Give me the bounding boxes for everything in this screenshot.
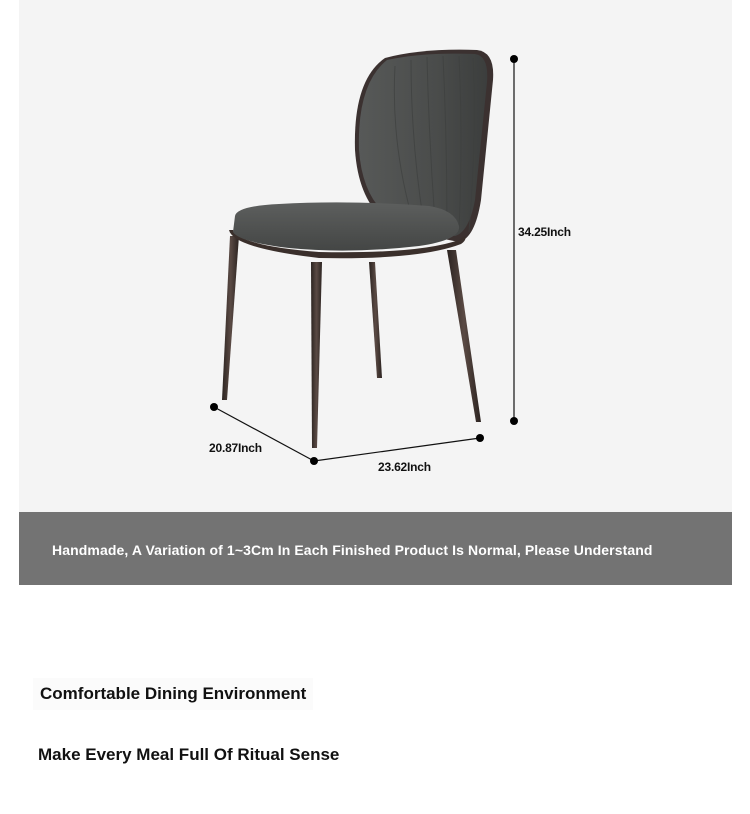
- dimension-dot: [310, 457, 318, 465]
- depth-dimension-label: 20.87Inch: [209, 441, 262, 455]
- chair-back-left-leg: [369, 262, 382, 378]
- dimension-dot: [510, 55, 518, 63]
- chair-back-right-leg: [447, 250, 481, 422]
- width-dimension-label: 23.62Inch: [378, 460, 431, 474]
- dining-chair-illustration: [19, 0, 732, 512]
- tagline-ritual-sense: Make Every Meal Full Of Ritual Sense: [38, 745, 340, 764]
- dimension-dot: [476, 434, 484, 442]
- chair-front-left-leg: [222, 236, 239, 400]
- notice-text: Handmade, A Variation of 1~3Cm In Each Finished Product Is Normal, Please Understand: [52, 542, 653, 558]
- product-image: [19, 0, 732, 512]
- chair-seat: [233, 202, 459, 250]
- chair-front-right-leg: [311, 262, 322, 448]
- height-dimension-label: 34.25Inch: [518, 225, 571, 239]
- dimension-dot: [510, 417, 518, 425]
- dimension-dot: [210, 403, 218, 411]
- tagline-dining-environment: Comfortable Dining Environment: [33, 678, 313, 710]
- notice-banner: [19, 512, 732, 585]
